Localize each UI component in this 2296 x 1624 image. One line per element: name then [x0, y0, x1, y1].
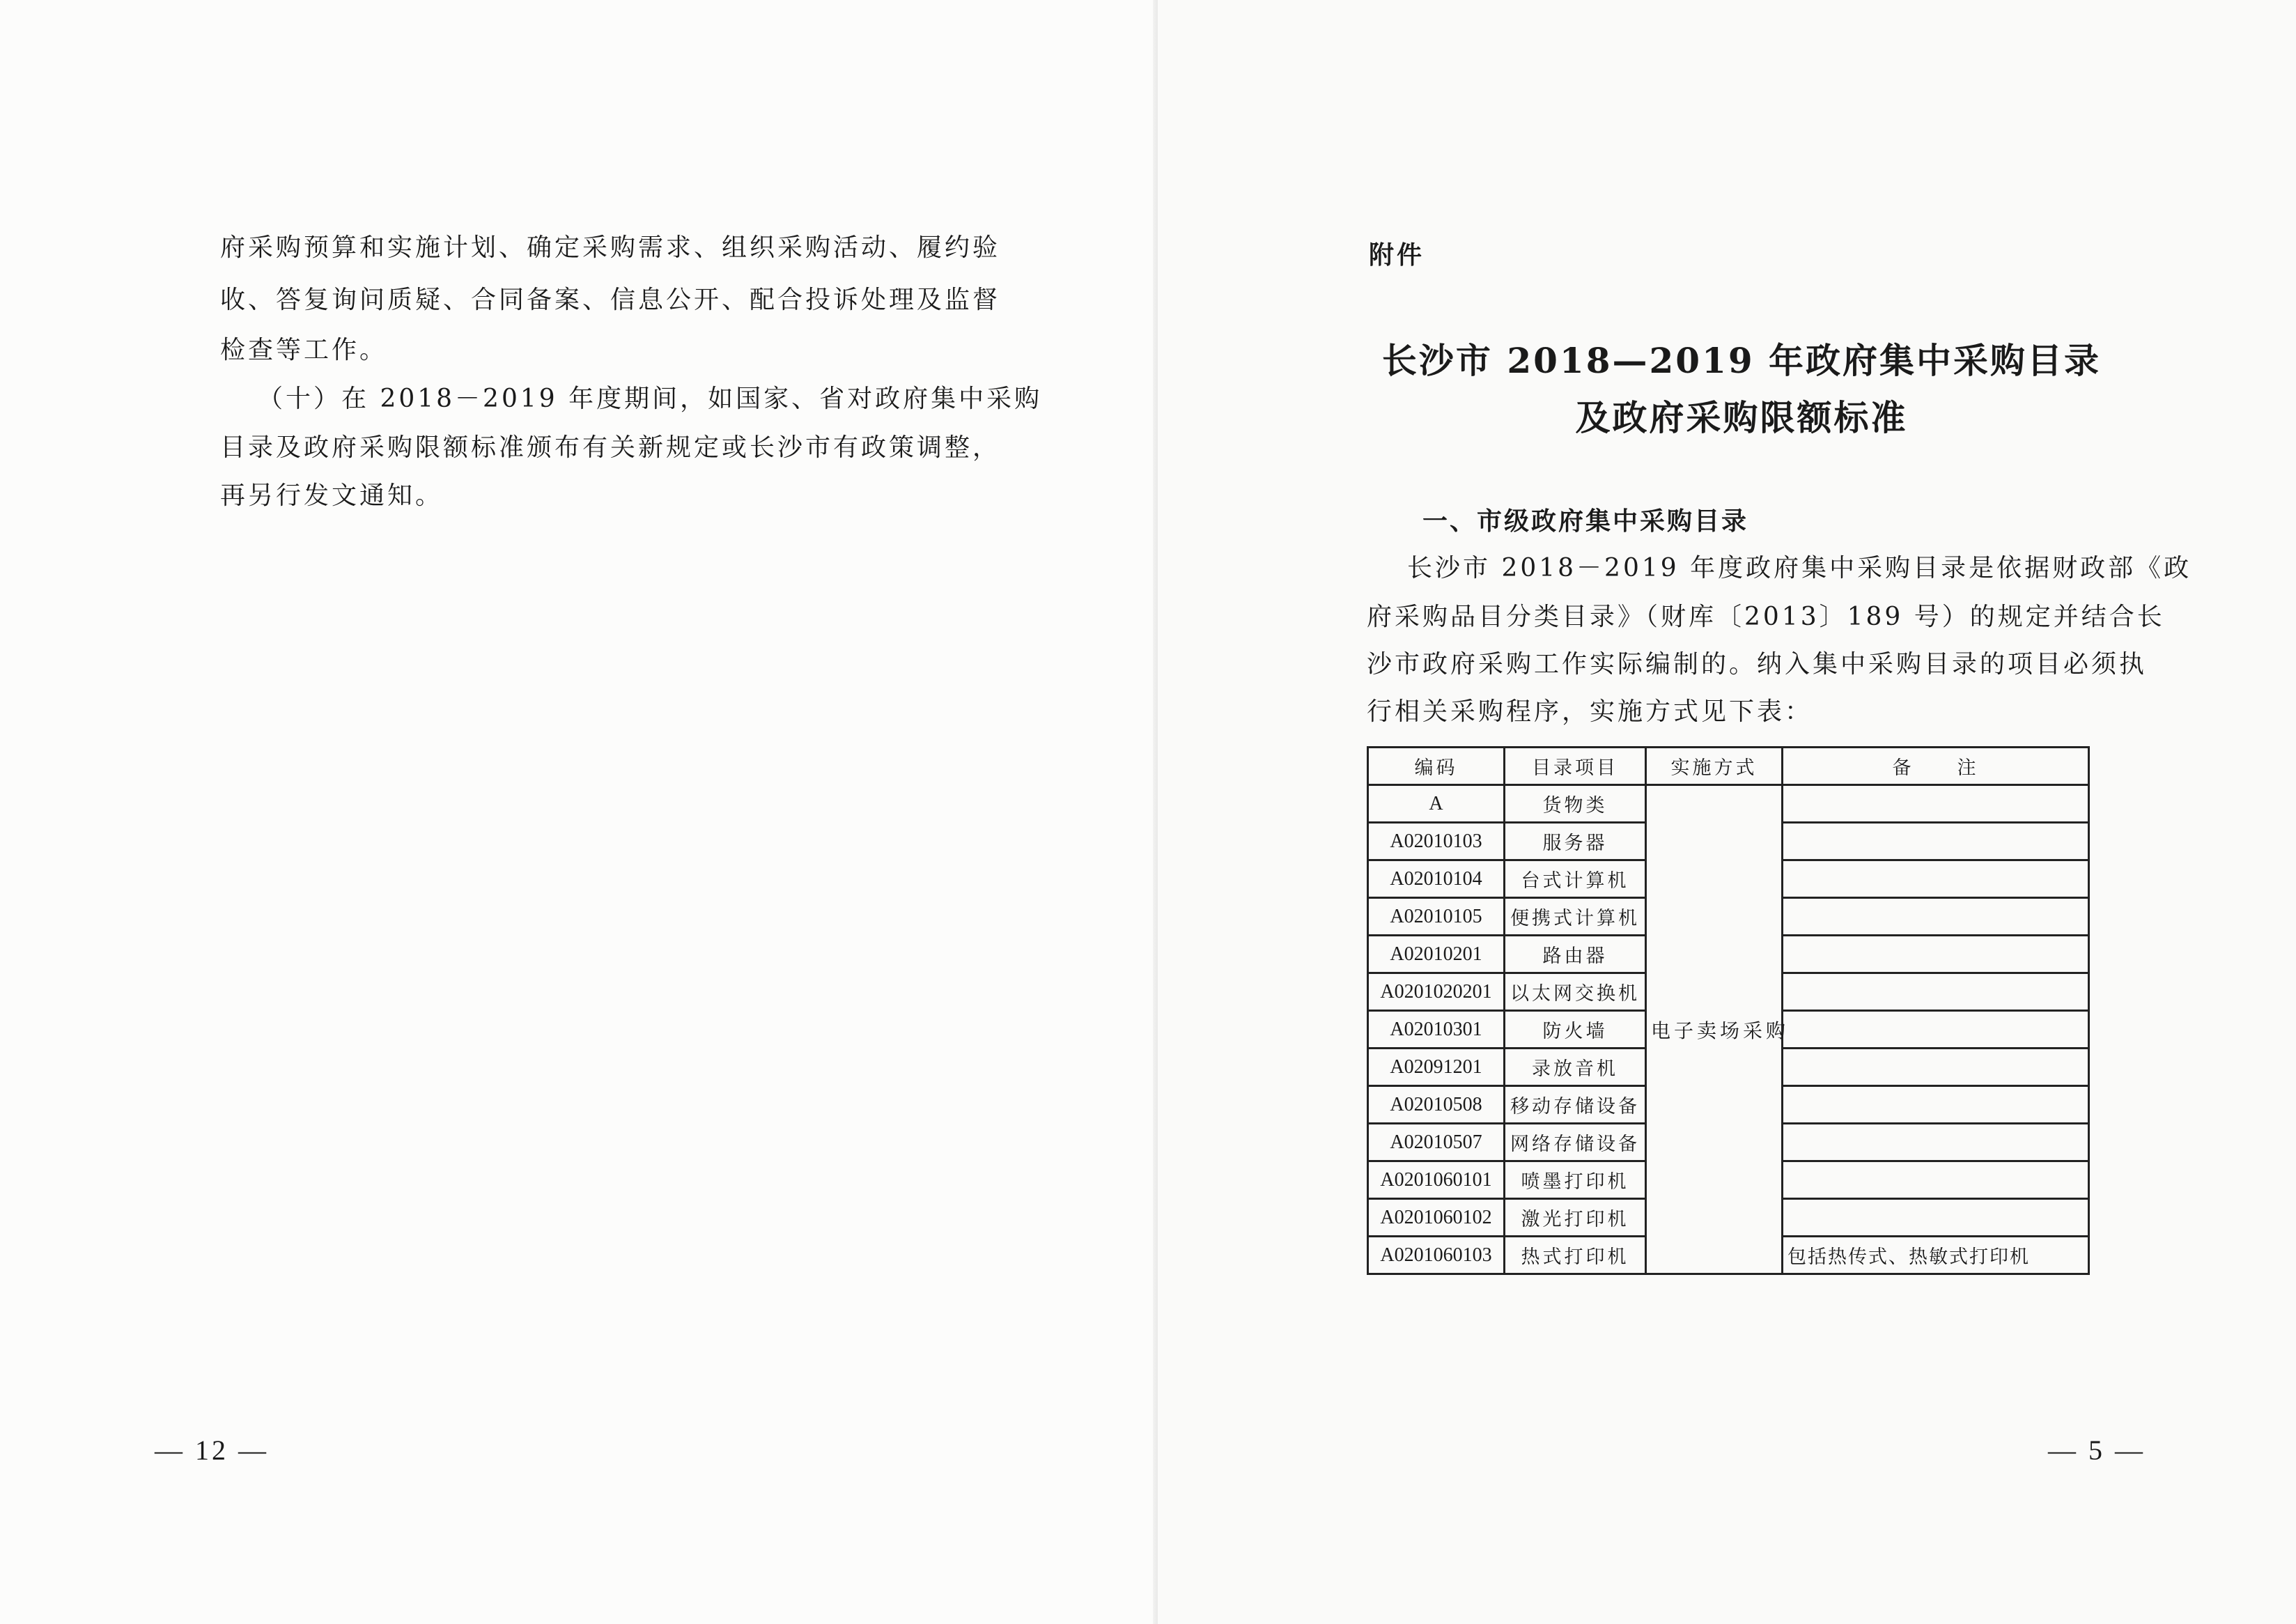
cell-item: 以太网交换机: [1505, 973, 1646, 1011]
cell-item: 热式打印机: [1505, 1237, 1646, 1274]
header-item: 目录项目: [1505, 748, 1646, 785]
left-page-number: — 12 —: [155, 1434, 269, 1466]
cell-note: [1783, 860, 2089, 898]
cell-item: 便携式计算机: [1505, 898, 1646, 936]
intro-line-1: 长沙市 2018－2019 年度政府集中采购目录是依据财政部《政: [1407, 554, 2192, 582]
cell-code: A02010104: [1368, 860, 1505, 898]
cell-item: 货物类: [1505, 785, 1646, 823]
right-page-number: — 5 —: [2048, 1434, 2146, 1466]
cell-code: A02010103: [1368, 823, 1505, 860]
table-row: [1368, 785, 2089, 823]
document-title-line-1: 长沙市 2018—2019 年政府集中采购目录: [1381, 340, 2102, 381]
cell-note: [1783, 973, 2089, 1011]
left-line-3: 检查等工作。: [220, 336, 388, 364]
cell-code: A02010507: [1368, 1124, 1505, 1161]
left-line-1: 府采购预算和实施计划、确定采购需求、组织采购活动、履约验: [220, 233, 1001, 262]
document-title-line-2: 及政府采购限额标准: [1575, 397, 1908, 438]
cell-item: 路由器: [1505, 936, 1646, 973]
cell-note: [1783, 1086, 2089, 1124]
cell-code: A0201060101: [1368, 1161, 1505, 1199]
cell-note: [1783, 1011, 2089, 1049]
intro-line-2: 府采购品目分类目录》（财库〔2013〕189 号）的规定并结合长: [1367, 603, 2165, 631]
cell-item: 激光打印机: [1505, 1199, 1646, 1237]
cell-note: [1783, 823, 2089, 860]
cell-code: A02010105: [1368, 898, 1505, 936]
intro-line-3: 沙市政府采购工作实际编制的。纳入集中采购目录的项目必须执: [1367, 650, 2148, 679]
cell-note: [1783, 1049, 2089, 1086]
cell-item: 防火墙: [1505, 1011, 1646, 1049]
cell-code: A: [1368, 785, 1505, 823]
cell-note: [1783, 785, 2089, 823]
cell-note: [1783, 898, 2089, 936]
annex-label: 附件: [1369, 241, 1425, 270]
cell-method: 电子卖场采购: [1646, 785, 1783, 1274]
cell-code: A02010201: [1368, 936, 1505, 973]
cell-note: 包括热传式、热敏式打印机: [1783, 1237, 2089, 1274]
section-heading: 一、市级政府集中采购目录: [1422, 507, 1749, 536]
header-code: 编码: [1368, 748, 1505, 785]
cell-item: 录放音机: [1505, 1049, 1646, 1086]
cell-note: [1783, 1161, 2089, 1199]
cell-item: 网络存储设备: [1505, 1124, 1646, 1161]
header-method: 实施方式: [1646, 748, 1783, 785]
cell-item: 移动存储设备: [1505, 1086, 1646, 1124]
cell-item: 喷墨打印机: [1505, 1161, 1646, 1199]
left-line-2: 收、答复询问质疑、合同备案、信息公开、配合投诉处理及监督: [220, 286, 1001, 314]
intro-line-4: 行相关采购程序，实施方式见下表：: [1367, 697, 1813, 726]
cell-note: [1783, 936, 2089, 973]
left-line-6: 再另行发文通知。: [220, 481, 444, 510]
cell-code: A02091201: [1368, 1049, 1505, 1086]
header-note: 备 注: [1783, 748, 2089, 785]
cell-note: [1783, 1124, 2089, 1161]
cell-code: A0201060102: [1368, 1199, 1505, 1237]
table-header-row: [1368, 748, 2089, 785]
cell-code: A02010301: [1368, 1011, 1505, 1049]
cell-code: A02010508: [1368, 1086, 1505, 1124]
cell-item: 台式计算机: [1505, 860, 1646, 898]
left-line-4: （十）在 2018－2019 年度期间，如国家、省对政府集中采购: [258, 385, 1043, 413]
cell-code: A0201020201: [1368, 973, 1505, 1011]
procurement-catalog-table: [1367, 746, 2090, 1275]
cell-note: [1783, 1199, 2089, 1237]
left-line-5: 目录及政府采购限额标准颁布有关新规定或长沙市有政策调整，: [220, 433, 1001, 462]
cell-item: 服务器: [1505, 823, 1646, 860]
cell-code: A0201060103: [1368, 1237, 1505, 1274]
